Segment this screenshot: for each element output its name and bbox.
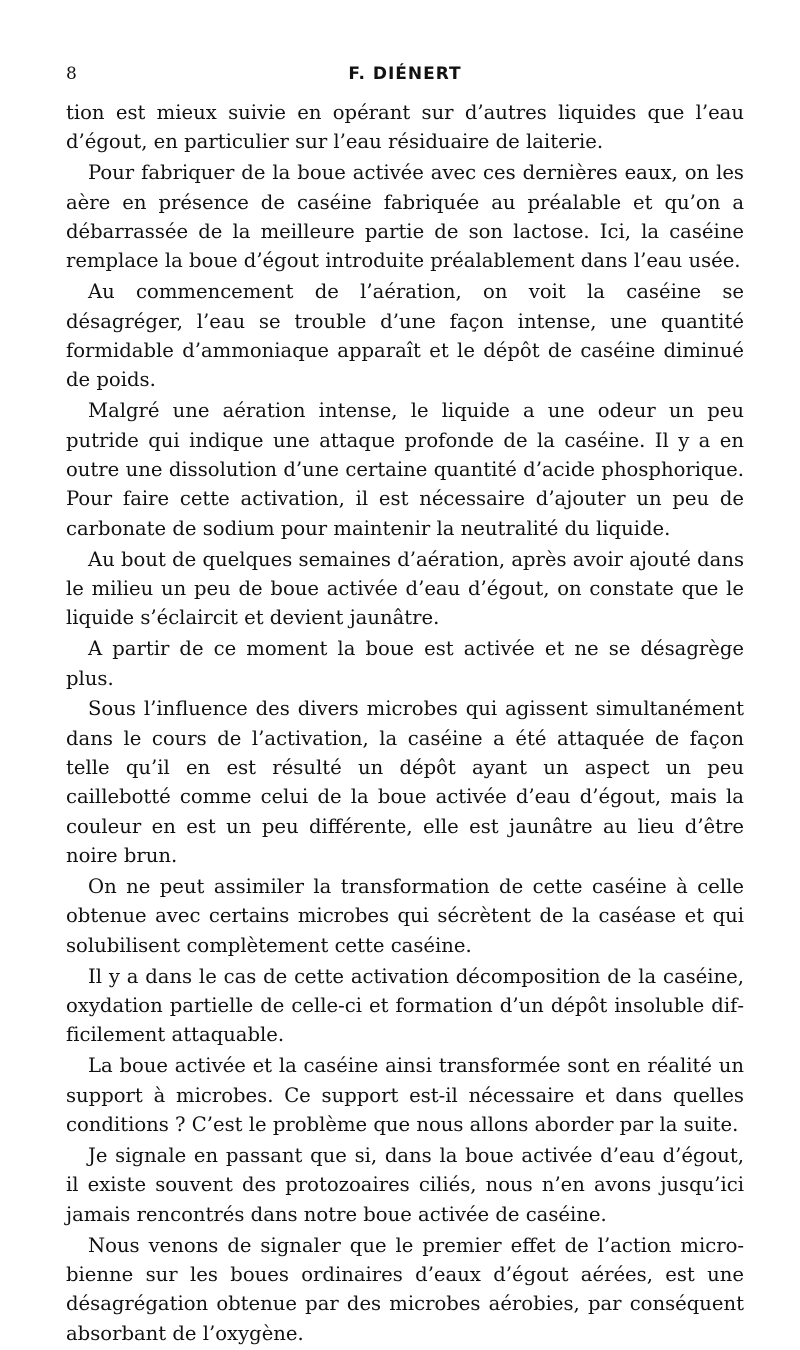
page-number: 8 bbox=[66, 64, 77, 84]
page-header bbox=[66, 64, 744, 98]
paragraph: Au bout de quelques semaines d’aération, après avoir ajouté dans le milieu un peu de boue activée d’eau d’égout, on constate que le liquide s’éclaircit et devient jaunâtre. bbox=[66, 547, 744, 630]
paragraph: Au commencement de l’aération, on voit la caséine se désagréger, l’eau se trouble d’une façon intense, une quantité formidable d’ammoniaque apparaît et le dépôt de caséine diminué de poids. bbox=[66, 280, 744, 392]
running-head: F. DIÉNERT bbox=[348, 64, 462, 84]
paragraph: Nous venons de signaler que le premier effet de l’action microbienne sur les boues ordinaires d’eaux d’égout aérées, est une désagrégation obtenue par des microbes aérobies, par conséquent absorbant de l’oxygène. bbox=[66, 1233, 744, 1345]
body-text bbox=[66, 98, 744, 1348]
paragraph: A partir de ce moment la boue est activée et ne se désagrège plus. bbox=[66, 637, 744, 690]
paragraph: La boue activée et la caséine ainsi transformée sont en réalité un support à microbes. Ce support est-il nécessaire et dans quelles conditions ? C’est le problème que nous allons aborder par la suite. bbox=[66, 1054, 744, 1137]
document-page bbox=[66, 64, 744, 1350]
paragraph: Pour fabriquer de la boue activée avec ces dernières eaux, on les aère en présence de caséine fabriquée au préalable et qu’on a débarrassée de la meilleure partie de son lactose. Ici, la caséine remplace la boue d’égout introduite préalablement dans l’eau usée. bbox=[66, 161, 744, 273]
paragraph: Il y a dans le cas de cette activation décomposition de la caséine, oxydation partielle de celle-ci et formation d’un dépôt insoluble difficilement attaquable. bbox=[66, 964, 744, 1047]
paragraph: Je signale en passant que si, dans la boue activée d’eau d’égout, il existe souvent des protozoaires ciliés, nous n’en avons jusqu’ici jamais rencontrés dans notre boue activée de caséine. bbox=[66, 1143, 744, 1226]
paragraph: tion est mieux suivie en opérant sur d’autres liquides que l’eau d’égout, en particulier sur l’eau résiduaire de laiterie. bbox=[66, 101, 744, 154]
paragraph: Malgré une aération intense, le liquide a une odeur un peu putride qui indique une attaque profonde de la caséine. Il y a en outre une dissolution d’une certaine quantité d’acide phosphorique. Pour faire cette activation, il est nécessaire d’ajouter un peu de carbonate de sodium pour maintenir la neutralité du liquide. bbox=[66, 399, 744, 540]
paragraph: On ne peut assimiler la transformation de cette caséine à celle obtenue avec certains microbes qui sécrètent de la caséase et qui solubilisent complètement cette caséine. bbox=[66, 875, 744, 957]
paragraph: Sous l’influence des divers microbes qui agissent simultanément dans le cours de l’activation, la caséine a été attaquée de façon telle qu’il en est résulté un dépôt ayant un aspect un peu caillebotté comme celui de la boue activée d’eau d’égout, mais la couleur en est un peu différente, elle est jaunâtre au lieu d’être noire brun. bbox=[66, 697, 744, 868]
